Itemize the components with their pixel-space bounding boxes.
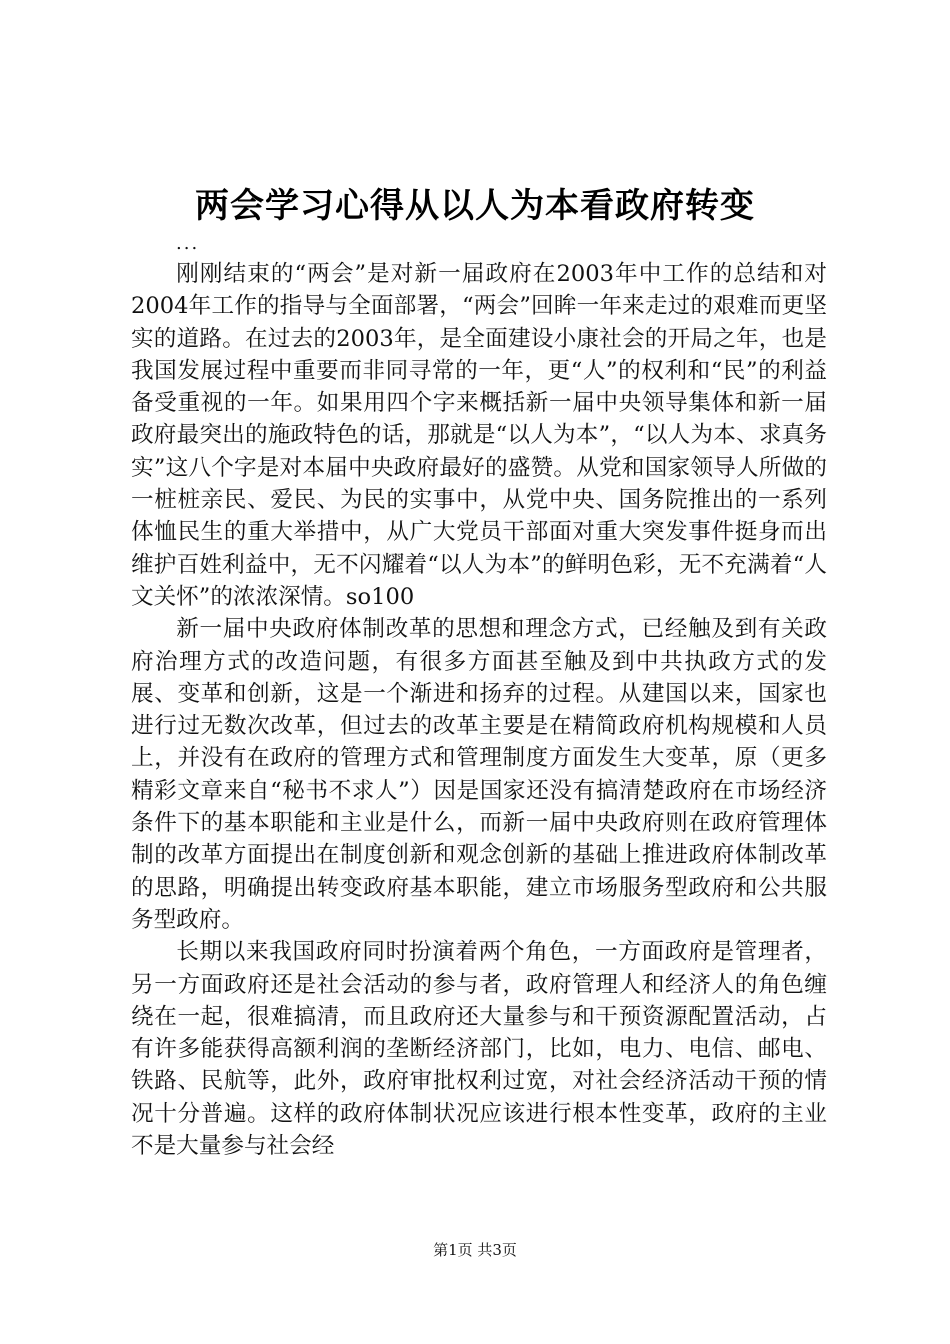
page-footer: 第1页 共3页 xyxy=(433,1241,517,1259)
paragraph-3: 长期以来我国政府同时扮演着两个角色，一方面政府是管理者，另一方面政府还是社会活动的参与者，政府管理人和经济人的角色缠绕在一起，很难搞清，而且政府还大量参与和干预资源配置活动，占有许多能获得高额利润的垄断经济部门，比如，电力、电信、邮电、铁路、民航等，此外，政府审批权利过宽，对社会经济活动干预的情况十分普遍。这样的政府体制状况应该进行根本性变革，政府的主业不是大量参与社会经 xyxy=(131,939,827,1160)
paragraph-2: 新一届中央政府体制改革的思想和理念方式，已经触及到有关政府治理方式的改造问题，有很多方面甚至触及到中共执政方式的发展、变革和创新，这是一个渐进和扬弃的过程。从建国以来，国家也进行过无数次改革，但过去的改革主要是在精简政府机构规模和人员上，并没有在政府的管理方式和管理制度方面发生大变革，原（更多精彩文章来自“秘书不求人”）因是国家还没有搞清楚政府在市场经济条件下的基本职能和主业是什么，而新一届中央政府则在政府管理体制的改革方面提出在制度创新和观念创新的基础上推进政府体制改革的思路，明确提出转变政府基本职能，建立市场服务型政府和公共服务型政府。 xyxy=(131,616,827,933)
paragraph-1: 刚刚结束的“两会”是对新一届政府在2003年中工作的总结和对2004年工作的指导与全面部署，“两会”回眸一年来走过的艰难而更坚实的道路。在过去的2003年，是全面建设小康社会的开局之年，也是我国发展过程中重要而非同寻常的一年，更“人”的权利和“民”的利益备受重视的一年。如果用四个字来概括新一届中央领导集体和新一届政府最突出的施政特色的话，那就是“以人为本”，“以人为本、求真务实”这八个字是对本届中央政府最好的盛赞。从党和国家领导人所做的一桩桩亲民、爱民、为民的实事中，从党中央、国务院推出的一系列体恤民生的重大举措中，从广大党员干部面对重大突发事件挺身而出维护百姓利益中，无不闪耀着“以人为本”的鲜明色彩，无不充满着“人文关怀”的浓浓深情。so100 xyxy=(131,261,827,610)
ellipsis-marker: ... xyxy=(176,233,200,254)
document-title: 两会学习心得从以人为本看政府转变 xyxy=(195,186,755,226)
document-body xyxy=(131,258,827,1162)
